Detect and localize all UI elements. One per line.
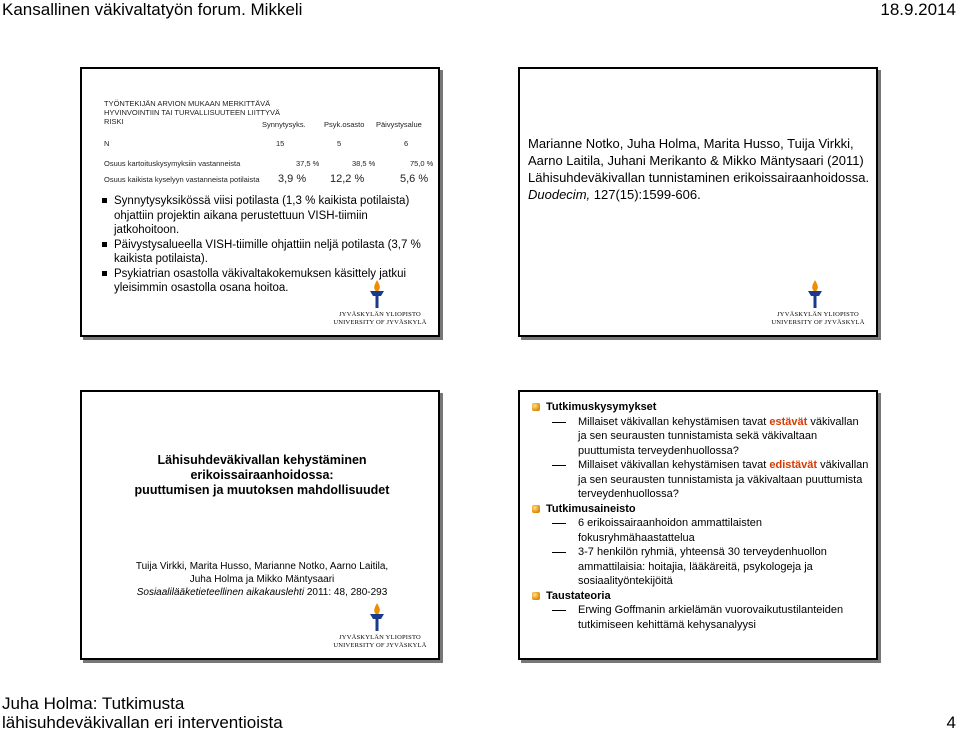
- page-header: [0, 0, 960, 20]
- research-question: [530, 415, 870, 459]
- cell: 6: [404, 139, 409, 148]
- table-row: [104, 159, 440, 171]
- authors-line: Tuija Virkki, Marita Husso, Marianne Notko, Aarno Laitila,: [135, 561, 389, 572]
- citation: [528, 135, 873, 203]
- journal-name: Duodecim,: [528, 187, 591, 202]
- theory-item: Erwing Goffmanin arkielämän vuorovaikutustilanteiden tutkimiseen kehittämä kehysanalyysi: [530, 603, 870, 632]
- study-outline: [530, 400, 870, 632]
- cell: 5,6 %: [400, 173, 429, 185]
- citation-reference: 2011: 48, 280-293: [304, 587, 388, 598]
- cell: 37,5 %: [296, 159, 320, 168]
- logo-text-en: UNIVERSITY OF JYVÄSKYLÄ: [333, 319, 427, 326]
- slide-4[interactable]: [518, 390, 878, 660]
- authors-line: Juha Holma ja Mikko Mäntysaari: [189, 574, 335, 585]
- list-item: Psykiatrian osastolla väkivaltakokemuksen käsittely jatkui yleisimmin osastolla osana hoitoa.: [102, 267, 432, 296]
- question-text: väkivallan ja sen seurausten tunnistamista sekä väkivaltaan puuttumista terveydenhuollossa?: [578, 415, 859, 457]
- title-line: erikoissairaanhoidossa:: [190, 468, 334, 482]
- table-header-row: [104, 120, 440, 132]
- table-title-line: TYÖNTEKIJÄN ARVION MUKAAN MERKITTÄVÄ: [104, 99, 271, 108]
- cell: 75,0 %: [410, 159, 434, 168]
- column-header: Psyk.osasto: [324, 120, 365, 129]
- heading-research-questions: Tutkimuskysymykset: [530, 400, 870, 415]
- question-text: Millaiset väkivallan kehystämisen tavat: [578, 415, 770, 428]
- citation-reference: 127(15):1599-606.: [590, 187, 701, 202]
- list-item: Päivystysalueella VISH-tiimille ohjattiin neljä potilasta (3,7 % kaikista potilaista).: [102, 238, 432, 267]
- heading-theory: Taustateoria: [530, 589, 870, 604]
- list-item: Synnytysyksikössä viisi potilasta (1,3 % kaikista potilaista) ohjattiin projektin aikana perustettuun VISH-tiimiin jatkohoitoon.: [102, 194, 432, 238]
- data-item: 6 erikoissairaanhoidon ammattilaisten fokusryhmähaastattelua: [530, 516, 870, 545]
- highlight-word: estävät: [769, 415, 808, 428]
- header-date: 18.9.2014: [880, 0, 956, 19]
- table-title-line: RISKI: [104, 117, 124, 126]
- title-line: puuttumisen ja muutoksen mahdollisuudet: [134, 483, 390, 497]
- question-text: väkivallan ja sen seurausten tunnistamista ja väkivaltaan puuttumista terveydenhuollossa?: [578, 459, 869, 500]
- slide-1[interactable]: [80, 67, 440, 337]
- row-label: Osuus kaikista kyselyyn vastanneista potilaista: [104, 175, 260, 184]
- cell: 38,5 %: [352, 159, 376, 168]
- question-text: Millaiset väkivallan kehystämisen tavat: [578, 459, 770, 471]
- slide-3[interactable]: [80, 390, 440, 660]
- table-title-line: HYVINVOINTIIN TAI TURVALLISUUTEEN LIITTYVÄ: [104, 108, 281, 117]
- article-citation: [92, 586, 432, 599]
- title-line: Lähisuhdeväkivallan kehystäminen: [157, 453, 367, 467]
- research-question: [530, 458, 870, 502]
- article-title: [92, 453, 432, 498]
- table-row: [104, 175, 440, 187]
- citation-text: Marianne Notko, Juha Holma, Marita Husso, Tuija Virkki, Aarno Laitila, Juhani Merikanto & Mikko Mäntysaari (2011) Lähisuhdeväkivallan tunnistaminen erikoissairaanhoidossa.: [528, 136, 870, 185]
- logo-text-en: UNIVERSITY OF JYVÄSKYLÄ: [771, 319, 865, 326]
- logo-text-fi: JYVÄSKYLÄN YLIOPISTO: [777, 311, 859, 318]
- column-header: Synnytysyks.: [262, 120, 306, 129]
- university-logo: [768, 279, 868, 329]
- torch-icon: [804, 279, 826, 309]
- cell: 15: [276, 139, 285, 148]
- header-title: Kansallinen väkivaltatyön forum. Mikkeli: [2, 0, 303, 19]
- cell: 5: [337, 139, 342, 148]
- logo-text-fi: JYVÄSKYLÄN YLIOPISTO: [339, 311, 421, 318]
- heading-data: Tutkimusaineisto: [530, 502, 870, 517]
- page-footer: Juha Holma: Tutkimusta lähisuhdeväkivallan eri interventioista: [2, 694, 283, 732]
- article-authors: [92, 560, 432, 586]
- torch-icon: [366, 602, 388, 632]
- slide-2[interactable]: [518, 67, 878, 337]
- torch-icon: [366, 279, 388, 309]
- page-number: 4: [946, 713, 956, 732]
- university-logo: [330, 279, 430, 329]
- cell: 3,9 %: [278, 173, 307, 185]
- journal-name: Sosiaalilääketieteellinen aikakauslehti: [136, 587, 305, 598]
- university-logo: [330, 602, 430, 652]
- row-label: Osuus kartoituskysymyksiin vastanneista: [104, 159, 241, 168]
- logo-text-fi: JYVÄSKYLÄN YLIOPISTO: [339, 634, 421, 641]
- data-item: 3-7 henkilön ryhmiä, yhteensä 30 terveydenhuollon ammattilaisia: hoitajia, lääkäreitä, psykologeja ja sosiaalityöntekijöitä: [530, 545, 870, 589]
- cell: 12,2 %: [330, 173, 365, 185]
- highlight-word: edistävät: [769, 459, 818, 471]
- logo-text-en: UNIVERSITY OF JYVÄSKYLÄ: [333, 642, 427, 649]
- column-header: Päivystysalue: [376, 120, 422, 129]
- table-row: [104, 139, 440, 151]
- row-label: N: [104, 139, 110, 148]
